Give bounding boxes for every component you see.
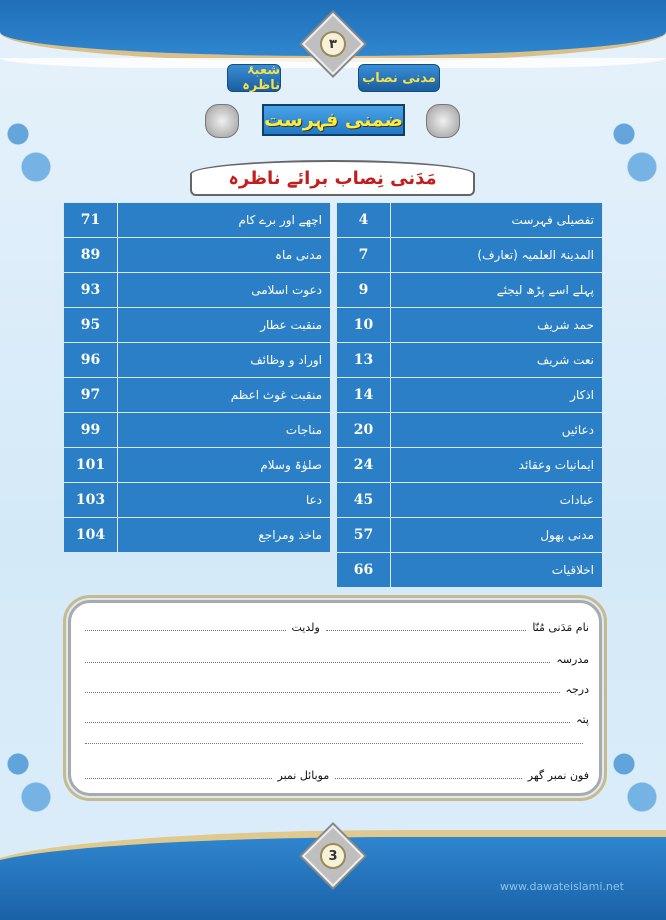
toc-table-right <box>336 202 603 588</box>
mobile-label: موبائل نمبر <box>277 769 330 782</box>
toc-title[interactable]: مناجات <box>118 413 331 448</box>
toc-page-number: 20 <box>337 413 391 448</box>
toc-row[interactable] <box>64 308 331 343</box>
toc-page-number: 66 <box>337 553 391 588</box>
toc-title[interactable]: اذکار <box>391 378 603 413</box>
toc-row[interactable] <box>337 273 603 308</box>
address-field[interactable] <box>85 722 570 723</box>
ornament-right-icon <box>426 104 460 138</box>
toc-row[interactable] <box>64 483 331 518</box>
top-page-number: ٣ <box>320 31 346 57</box>
toc-row[interactable] <box>64 343 331 378</box>
toc-title[interactable]: ماخذ ومراجع <box>118 518 331 553</box>
toc-page-number: 104 <box>64 518 118 553</box>
toc-page-number: 10 <box>337 308 391 343</box>
toc-page-number: 96 <box>64 343 118 378</box>
toc-title[interactable]: تفصیلی فہرست <box>391 203 603 238</box>
toc-title[interactable]: اچھے اور برے کام <box>118 203 331 238</box>
toc-page-number: 7 <box>337 238 391 273</box>
name-field[interactable] <box>326 630 527 631</box>
toc-row[interactable] <box>64 413 331 448</box>
toc-page-number: 24 <box>337 448 391 483</box>
home-phone-label: فون نمبر گھر <box>527 769 589 782</box>
student-info-form <box>68 600 602 796</box>
footer-page-number: 3 <box>320 843 346 869</box>
toc-row[interactable] <box>64 238 331 273</box>
subtitle: مَدَنی نِصاب برائے ناظرہ <box>190 160 475 196</box>
toc-page-number: 101 <box>64 448 118 483</box>
ornament-left-icon <box>205 104 239 138</box>
toc-page-number: 13 <box>337 343 391 378</box>
toc-page-number: 99 <box>64 413 118 448</box>
toc-page-number: 9 <box>337 273 391 308</box>
toc-row[interactable] <box>337 308 603 343</box>
floral-ornament-right <box>606 90 666 200</box>
toc-title[interactable]: دعا <box>118 483 331 518</box>
class-field[interactable] <box>85 692 560 693</box>
toc-title[interactable]: المدینۃ العلمیہ (تعارف) <box>391 238 603 273</box>
toc-row[interactable] <box>337 518 603 553</box>
website-url[interactable]: www.dawateislami.net <box>500 880 624 893</box>
madrasa-field[interactable] <box>85 662 550 663</box>
toc-row[interactable] <box>64 273 331 308</box>
toc-page-number: 4 <box>337 203 391 238</box>
toc-page-number: 89 <box>64 238 118 273</box>
toc-page-number: 14 <box>337 378 391 413</box>
parentage-field[interactable] <box>85 630 286 631</box>
toc-title[interactable]: نعت شریف <box>391 343 603 378</box>
page-title: ضمنی فہرست <box>262 104 405 136</box>
toc-row[interactable] <box>64 203 331 238</box>
toc-page-number: 45 <box>337 483 391 518</box>
toc-page-number: 71 <box>64 203 118 238</box>
toc-title[interactable]: صلوٰۃ وسلام <box>118 448 331 483</box>
madrasa-label: مدرسہ <box>556 653 589 666</box>
toc-title[interactable]: منقبت عطار <box>118 308 331 343</box>
toc-title[interactable]: ایمانیات وعقائد <box>391 448 603 483</box>
toc-title[interactable]: اوراد و وظائف <box>118 343 331 378</box>
toc-row[interactable] <box>64 448 331 483</box>
toc-title[interactable]: اخلاقیات <box>391 553 603 588</box>
toc-row[interactable] <box>337 413 603 448</box>
toc-row[interactable] <box>337 343 603 378</box>
toc-page-number: 57 <box>337 518 391 553</box>
toc-page-number: 97 <box>64 378 118 413</box>
toc-page-number: 95 <box>64 308 118 343</box>
toc-title[interactable]: پہلے اسے پڑھ لیجئے <box>391 273 603 308</box>
toc-row[interactable] <box>337 483 603 518</box>
parentage-label: ولدیت <box>291 621 320 634</box>
toc-row[interactable] <box>337 203 603 238</box>
floral-ornament-left <box>0 90 60 200</box>
toc-row[interactable] <box>337 378 603 413</box>
mobile-field[interactable] <box>85 778 272 779</box>
toc-title[interactable]: منقبت غوث اعظم <box>118 378 331 413</box>
toc-row[interactable] <box>337 553 603 588</box>
department-tag: شعبۂ ناظرہ <box>227 64 281 92</box>
toc-page-number: 103 <box>64 483 118 518</box>
floral-ornament-bottom-right <box>606 720 666 830</box>
toc-row[interactable] <box>64 518 331 553</box>
toc-page-number: 93 <box>64 273 118 308</box>
floral-ornament-bottom-left <box>0 720 60 830</box>
curriculum-tag: مدنی نصاب <box>358 64 440 92</box>
name-label: نام مَدَنی مُنّا <box>532 621 589 634</box>
home-phone-field[interactable] <box>335 778 522 779</box>
toc-table-left <box>63 202 331 553</box>
toc-row[interactable] <box>64 378 331 413</box>
toc-title[interactable]: دعوت اسلامی <box>118 273 331 308</box>
toc-title[interactable]: مدنی ماہ <box>118 238 331 273</box>
address-label: پتہ <box>576 713 589 726</box>
toc-title[interactable]: عبادات <box>391 483 603 518</box>
toc-title[interactable]: حمد شریف <box>391 308 603 343</box>
toc-row[interactable] <box>337 448 603 483</box>
toc-row[interactable] <box>337 238 603 273</box>
address-field-2[interactable] <box>85 743 583 744</box>
class-label: درجہ <box>565 683 589 696</box>
toc-title[interactable]: مدنی پھول <box>391 518 603 553</box>
toc-title[interactable]: دعائیں <box>391 413 603 448</box>
